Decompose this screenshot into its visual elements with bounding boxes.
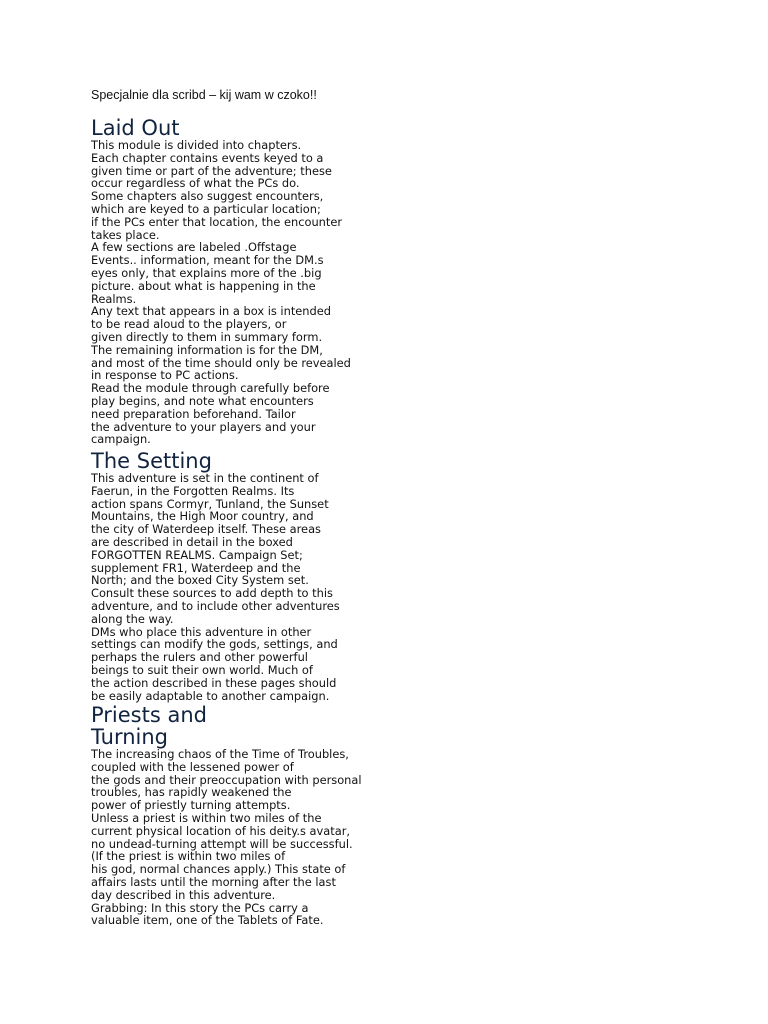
body-line: his god, normal chances apply.) This state of [91, 862, 346, 877]
body-line: Realms. [91, 291, 137, 306]
heading-line: Priests and [91, 703, 207, 727]
body-line: the gods and their preoccupation with personal [91, 772, 362, 787]
body-line: picture. about what is happening in the [91, 278, 316, 293]
section-heading [91, 117, 351, 139]
body-line: to be read aloud to the players, or [91, 317, 287, 332]
body-line: affairs lasts until the morning after the last [91, 874, 336, 889]
body-line: eyes only, that explains more of the .big [91, 265, 322, 280]
body-line: The remaining information is for the DM, [91, 342, 323, 357]
heading-line: Turning [91, 725, 168, 749]
body-line: Any text that appears in a box is intended [91, 304, 331, 319]
body-line: given time or part of the adventure; these [91, 163, 332, 178]
body-line: beings to suit their own world. Much of [91, 662, 313, 677]
body-line: The increasing chaos of the Time of Troubles, [91, 747, 349, 761]
body-line: the city of Waterdeep itself. These areas [91, 522, 321, 537]
heading-line: Laid Out [91, 116, 180, 140]
body-line: in response to PC actions. [91, 368, 239, 383]
body-line: the action described in these pages should [91, 675, 337, 690]
body-line: Each chapter contains events keyed to a [91, 150, 324, 165]
body-line: are described in detail in the boxed [91, 534, 293, 549]
heading-line: The Setting [91, 449, 212, 473]
body-line: This adventure is set in the continent of [91, 471, 319, 485]
body-line: adventure, and to include other adventures [91, 598, 340, 613]
body-line: power of priestly turning attempts. [91, 798, 291, 813]
section-laid-out [91, 117, 351, 446]
body-line: campaign. [91, 432, 151, 447]
section-priests-and-turning [91, 704, 362, 927]
body-line: Some chapters also suggest encounters, [91, 189, 324, 204]
body-line: valuable item, one of the Tablets of Fate. [91, 913, 324, 928]
body-line: settings can modify the gods, settings, and [91, 637, 338, 652]
body-line: Consult these sources to add depth to this [91, 586, 333, 601]
section-heading [91, 704, 362, 748]
body-line: Grabbing: In this story the PCs carry a [91, 900, 309, 915]
body-line: given directly to them in summary form. [91, 329, 323, 344]
section-body [91, 139, 351, 446]
body-line: DMs who place this adventure in other [91, 624, 312, 639]
body-line: Events.. information, meant for the DM.s [91, 253, 324, 268]
body-line: coupled with the lessened power of [91, 759, 294, 774]
body-line: current physical location of his deity.s avatar, [91, 823, 350, 838]
body-line: This module is divided into chapters. [91, 138, 302, 152]
body-line: (If the priest is within two miles of [91, 849, 286, 864]
body-line: supplement FR1, Waterdeep and the [91, 560, 301, 575]
section-body [91, 472, 340, 702]
body-line: no undead-turning attempt will be successful. [91, 836, 353, 851]
body-line: Mountains, the High Moor country, and [91, 509, 314, 524]
body-line: need preparation beforehand. Tailor [91, 406, 296, 421]
body-line: North; and the boxed City System set. [91, 573, 309, 588]
section-the-setting [91, 450, 340, 702]
body-line: occur regardless of what the PCs do. [91, 176, 300, 191]
body-line: takes place. [91, 227, 160, 242]
body-line: day described in this adventure. [91, 887, 276, 902]
section-heading [91, 450, 340, 472]
body-line: A few sections are labeled .Offstage [91, 240, 297, 255]
body-line: if the PCs enter that location, the encounter [91, 214, 343, 229]
body-line: Faerun, in the Forgotten Realms. Its [91, 483, 295, 498]
body-line: troubles, has rapidly weakened the [91, 785, 292, 800]
body-line: and most of the time should only be revealed [91, 355, 351, 370]
body-line: Read the module through carefully before [91, 381, 330, 396]
body-line: play begins, and note what encounters [91, 393, 314, 408]
body-line: perhaps the rulers and other powerful [91, 650, 308, 665]
body-line: along the way. [91, 611, 174, 626]
body-line: action spans Cormyr, Tunland, the Sunset [91, 496, 329, 511]
body-line: Unless a priest is within two miles of the [91, 810, 322, 825]
body-line: the adventure to your players and your [91, 419, 316, 434]
header-note: Specjalnie dla scribd – kij wam w czoko!! [91, 88, 317, 102]
body-line: FORGOTTEN REALMS. Campaign Set; [91, 547, 303, 562]
body-line: which are keyed to a particular location; [91, 201, 321, 216]
body-line: be easily adaptable to another campaign. [91, 688, 330, 703]
section-body [91, 748, 362, 927]
